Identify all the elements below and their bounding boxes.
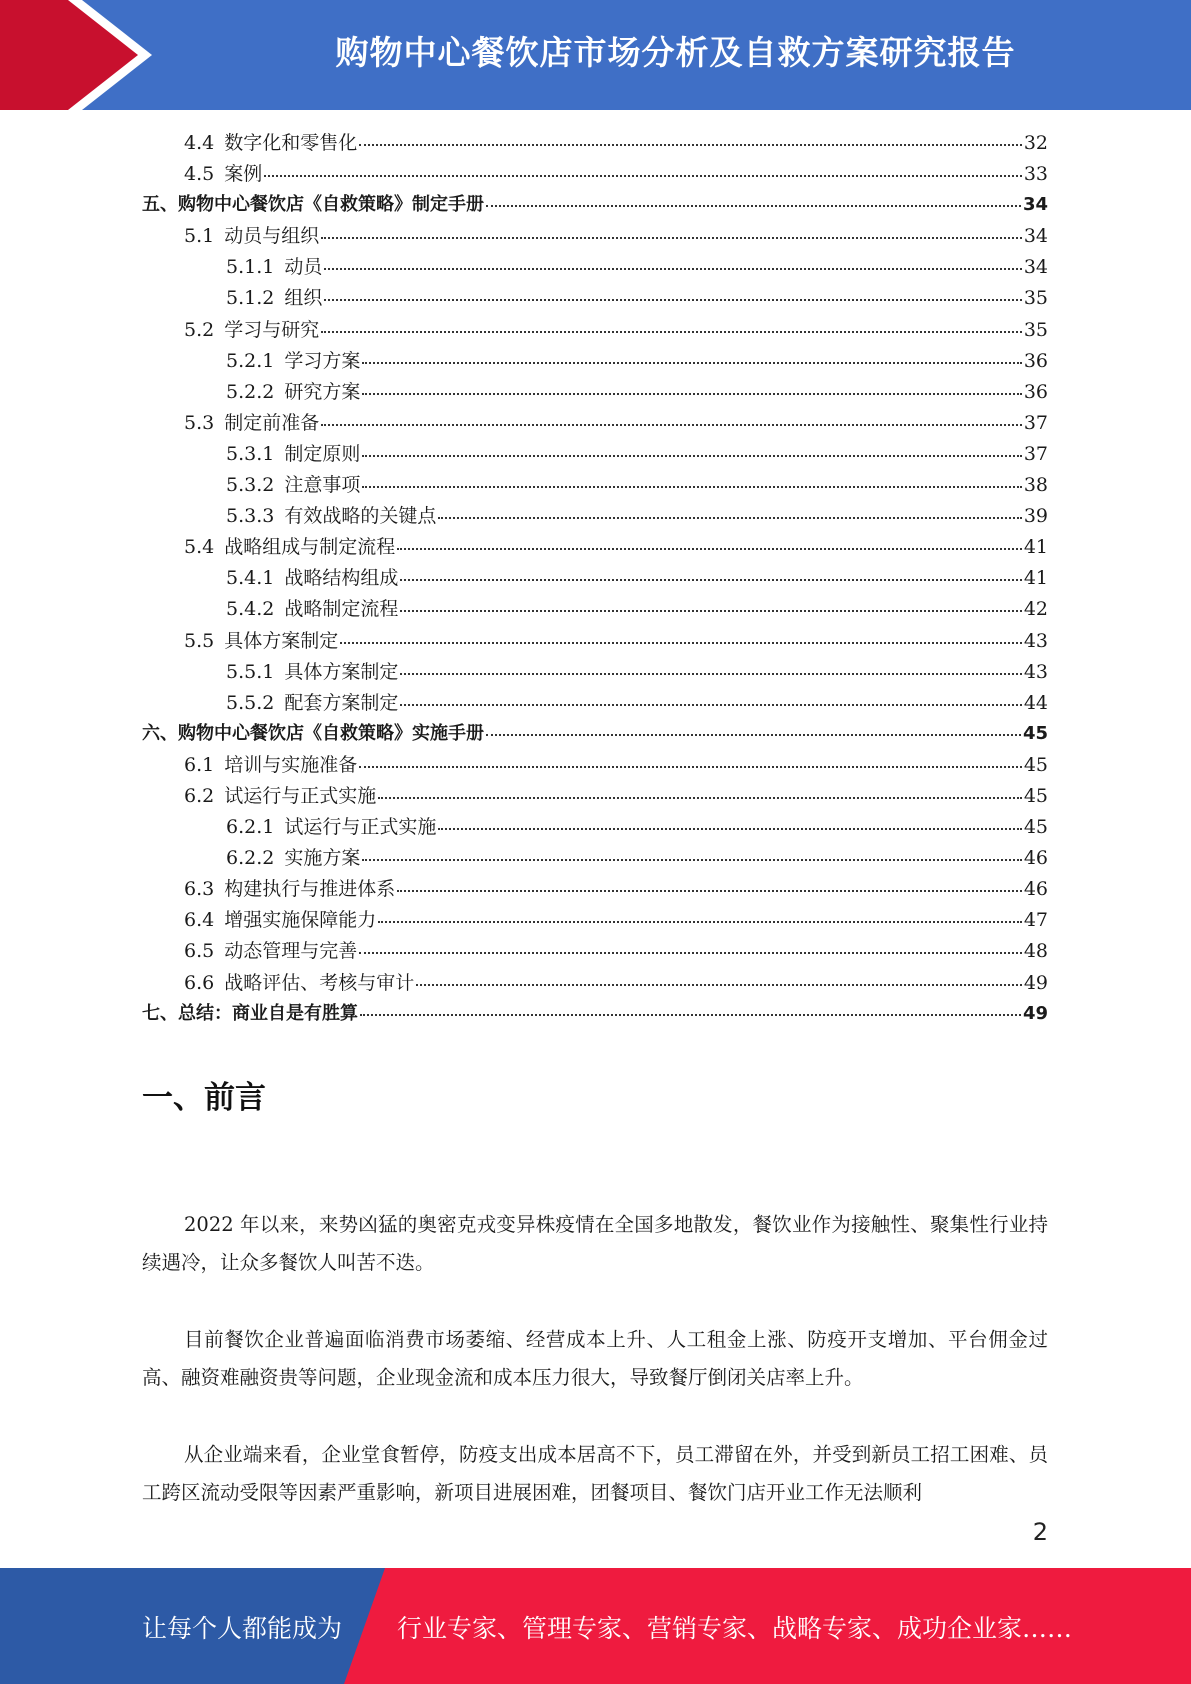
- footer-slogan-right: 行业专家、管理专家、营销专家、战略专家、成功企业家……: [397, 1614, 1073, 1643]
- toc-entry-page: 43: [1023, 629, 1048, 652]
- toc-dot-leader: [438, 516, 1021, 519]
- toc-entry-page: 37: [1023, 411, 1048, 434]
- header-chevron-icon: [0, 0, 138, 110]
- toc-entry-number: 5.5: [184, 629, 215, 652]
- toc-entry-text: 学习方案: [284, 349, 361, 372]
- body-paragraph-2: 目前餐饮企业普遍面临消费市场萎缩、经营成本上升、人工租金上涨、防疫开支增加、平台佣金过高、融资难融资贵等问题，企业现金流和成本压力很大，导致餐厅倒闭关店率上升。: [142, 1328, 1048, 1389]
- toc-entry-number: 5.4.2: [226, 598, 275, 621]
- toc-entry-page: 45: [1023, 816, 1048, 839]
- toc-entry-label: [226, 563, 398, 590]
- toc-entry-label: [184, 159, 262, 186]
- toc-entry[interactable]: [142, 905, 1048, 936]
- toc-entry-text: 学习与研究: [224, 318, 320, 341]
- toc-entry-label: [226, 377, 360, 404]
- toc-entry-text: 七、总结：商业自是有胜算: [142, 1002, 358, 1024]
- toc-entry-text: 战略组成与制定流程: [224, 536, 396, 559]
- toc-entry-text: 五、购物中心餐饮店《自救策略》制定手册: [142, 194, 484, 216]
- toc-dot-leader: [486, 204, 1021, 207]
- toc-dot-leader: [397, 889, 1022, 892]
- toc-entry[interactable]: [142, 688, 1048, 719]
- toc-entry[interactable]: [142, 936, 1048, 967]
- toc-entry-page: 39: [1023, 505, 1048, 528]
- toc-entry-page: 38: [1023, 474, 1048, 497]
- toc-entry-text: 战略评估、考核与审计: [224, 971, 415, 994]
- toc-entry-label: [184, 936, 357, 963]
- toc-entry-text: 战略结构组成: [284, 567, 399, 590]
- toc-entry-text: 试运行与正式实施: [224, 784, 377, 807]
- toc-entry-number: 6.6: [184, 971, 215, 994]
- toc-dot-leader: [360, 1013, 1021, 1016]
- toc-entry-page: 33: [1023, 163, 1048, 186]
- toc-entry-label: [142, 719, 484, 745]
- toc-entry-page: 41: [1023, 567, 1048, 590]
- toc-entry-page: 36: [1023, 349, 1048, 372]
- toc-entry-page: 45: [1023, 784, 1048, 807]
- toc-entry-number: 5.4.1: [226, 567, 275, 590]
- toc-entry[interactable]: [142, 190, 1048, 221]
- toc-dot-leader: [321, 236, 1022, 239]
- toc-entry-number: 5.3: [184, 411, 215, 434]
- toc-entry-page: 49: [1022, 1002, 1048, 1024]
- toc-entry-text: 案例: [224, 163, 263, 186]
- toc-entry-page: 48: [1023, 940, 1048, 963]
- toc-entry-page: 34: [1022, 194, 1048, 216]
- toc-entry-number: 6.1: [184, 753, 215, 776]
- toc-entry[interactable]: [142, 128, 1048, 159]
- toc-entry-label: [184, 408, 319, 435]
- toc-entry-page: 36: [1023, 380, 1048, 403]
- toc-entry-page: 46: [1023, 878, 1048, 901]
- toc-entry-label: [226, 439, 360, 466]
- toc-dot-leader: [400, 672, 1021, 675]
- toc-entry[interactable]: [142, 501, 1048, 532]
- toc-entry-number: 5.5.2: [226, 691, 275, 714]
- toc-dot-leader: [362, 858, 1021, 861]
- toc-entry-label: [184, 750, 357, 777]
- toc-entry-text: 制定原则: [284, 442, 361, 465]
- toc-dot-leader: [438, 827, 1021, 830]
- toc-entry-label: [226, 470, 360, 497]
- toc-entry-label: [226, 501, 436, 528]
- toc-dot-leader: [416, 983, 1022, 986]
- toc-entry-number: 6.3: [184, 878, 215, 901]
- toc-entry-text: 组织: [284, 287, 323, 310]
- toc-dot-leader: [486, 733, 1021, 736]
- toc-entry-number: 5.3.1: [226, 442, 275, 465]
- toc-entry[interactable]: [142, 812, 1048, 843]
- toc-entry-page: 49: [1023, 971, 1048, 994]
- toc-entry-text: 动员与组织: [224, 225, 320, 248]
- toc-dot-leader: [359, 765, 1022, 768]
- toc-entry-text: 数字化和零售化: [224, 132, 358, 154]
- toc-entry-text: 试运行与正式实施: [284, 816, 437, 839]
- toc-entry-number: 5.3.3: [226, 505, 275, 528]
- toc-dot-leader: [378, 796, 1022, 799]
- toc-entry-number: 4.5: [184, 163, 215, 186]
- toc-entry-page: 47: [1023, 909, 1048, 932]
- table-of-contents: [142, 128, 1048, 1030]
- toc-entry-page: 43: [1023, 660, 1048, 683]
- toc-entry-text: 实施方案: [284, 847, 361, 870]
- toc-entry-label: [142, 190, 484, 216]
- toc-entry-page: 34: [1023, 256, 1048, 279]
- body-paragraph-3: 从企业端来看，企业堂食暂停，防疫支出成本居高不下，员工滞留在外，并受到新员工招工困难、员工跨区流动受限等因素严重影响，新项目进展困难，团餐项目、餐饮门店开业工作无法顺利: [142, 1443, 1048, 1504]
- toc-entry-number: 6.2.2: [226, 847, 275, 870]
- toc-dot-leader: [397, 547, 1022, 550]
- toc-entry-number: 5.4: [184, 536, 215, 559]
- toc-entry-label: [226, 657, 398, 684]
- toc-entry-label: [226, 346, 360, 373]
- toc-entry-label: [184, 532, 395, 559]
- toc-entry-page: 46: [1023, 847, 1048, 870]
- footer-slogan-left: 让每个人都能成为: [142, 1614, 343, 1643]
- toc-entry-label: [184, 128, 357, 155]
- toc-entry-number: 6.4: [184, 909, 215, 932]
- toc-entry-page: 35: [1023, 287, 1048, 310]
- toc-entry-text: 研究方案: [284, 380, 361, 403]
- toc-dot-leader: [362, 392, 1021, 395]
- toc-dot-leader: [400, 609, 1021, 612]
- toc-entry-number: 6.5: [184, 940, 215, 963]
- toc-entry[interactable]: [142, 439, 1048, 470]
- toc-entry-text: 增强实施保障能力: [224, 909, 377, 932]
- toc-entry-number: 4.4: [184, 132, 215, 154]
- toc-entry[interactable]: [142, 874, 1048, 905]
- toc-entry[interactable]: [142, 315, 1048, 346]
- toc-entry-page: 44: [1023, 691, 1048, 714]
- toc-entry-number: 5.2: [184, 318, 215, 341]
- toc-entry-label: [226, 594, 398, 621]
- toc-entry-page: 34: [1023, 225, 1048, 248]
- toc-entry[interactable]: [142, 408, 1048, 439]
- footer-banner: [0, 1568, 1191, 1684]
- toc-entry[interactable]: [142, 159, 1048, 190]
- toc-entry-label: [184, 626, 338, 653]
- toc-entry[interactable]: [142, 968, 1048, 999]
- toc-dot-leader: [362, 485, 1021, 488]
- toc-entry-label: [142, 999, 358, 1025]
- toc-entry-text: 动态管理与完善: [224, 940, 358, 963]
- toc-entry-page: 45: [1022, 722, 1048, 744]
- toc-dot-leader: [340, 641, 1022, 644]
- toc-entry-text: 六、购物中心餐饮店《自救策略》实施手册: [142, 722, 484, 744]
- toc-entry-page: 35: [1023, 318, 1048, 341]
- toc-entry-number: 5.3.2: [226, 474, 275, 497]
- toc-dot-leader: [359, 951, 1022, 954]
- toc-dot-leader: [362, 361, 1021, 364]
- toc-dot-leader: [362, 454, 1021, 457]
- toc-entry[interactable]: [142, 283, 1048, 314]
- toc-entry[interactable]: [142, 594, 1048, 625]
- toc-entry-number: 5.1: [184, 225, 215, 248]
- toc-dot-leader: [324, 298, 1021, 301]
- toc-entry[interactable]: [142, 252, 1048, 283]
- toc-entry-text: 制定前准备: [224, 411, 320, 434]
- toc-dot-leader: [264, 174, 1022, 177]
- toc-entry-text: 战略制定流程: [284, 598, 399, 621]
- toc-entry-page: 32: [1023, 132, 1048, 154]
- toc-entry-number: 6.2.1: [226, 816, 275, 839]
- toc-entry-text: 有效战略的关键点: [284, 505, 437, 528]
- toc-entry[interactable]: [142, 346, 1048, 377]
- toc-dot-leader: [321, 330, 1022, 333]
- toc-entry[interactable]: [142, 750, 1048, 781]
- toc-entry-label: [184, 968, 414, 995]
- toc-entry-text: 动员: [284, 256, 323, 279]
- toc-entry[interactable]: [142, 470, 1048, 501]
- toc-entry-label: [184, 781, 376, 808]
- toc-entry-page: 41: [1023, 536, 1048, 559]
- toc-dot-leader: [359, 143, 1022, 146]
- toc-dot-leader: [400, 578, 1021, 581]
- page-number: 2: [1032, 1518, 1048, 1546]
- toc-entry[interactable]: [142, 377, 1048, 408]
- toc-entry-text: 配套方案制定: [284, 691, 399, 714]
- toc-dot-leader: [378, 920, 1022, 923]
- toc-entry[interactable]: [142, 657, 1048, 688]
- toc-dot-leader: [400, 703, 1021, 706]
- toc-entry-number: 5.2.2: [226, 380, 275, 403]
- toc-entry[interactable]: [142, 563, 1048, 594]
- toc-entry-label: [184, 221, 319, 248]
- toc-entry-number: 6.2: [184, 784, 215, 807]
- header-banner: [0, 0, 1191, 110]
- toc-entry[interactable]: [142, 719, 1048, 750]
- toc-entry-number: 5.2.1: [226, 349, 275, 372]
- toc-entry-number: 5.1.1: [226, 256, 275, 279]
- toc-entry[interactable]: [142, 532, 1048, 563]
- toc-entry-text: 构建执行与推进体系: [224, 878, 396, 901]
- toc-entry-label: [226, 812, 436, 839]
- toc-dot-leader: [321, 423, 1022, 426]
- document-title: 购物中心餐饮店市场分析及自救方案研究报告: [335, 33, 1016, 72]
- toc-entry-text: 具体方案制定: [284, 660, 399, 683]
- toc-entry-page: 42: [1023, 598, 1048, 621]
- toc-entry-number: 5.1.2: [226, 287, 275, 310]
- toc-entry[interactable]: [142, 999, 1048, 1030]
- toc-entry[interactable]: [142, 781, 1048, 812]
- toc-entry[interactable]: [142, 843, 1048, 874]
- toc-dot-leader: [324, 267, 1021, 270]
- toc-entry-page: 45: [1023, 753, 1048, 776]
- toc-entry-text: 具体方案制定: [224, 629, 339, 652]
- toc-entry-label: [226, 283, 322, 310]
- body-paragraph-1: 2022 年以来，来势凶猛的奥密克戎变异株疫情在全国多地散发，餐饮业作为接触性、聚集性行业持续遇冷，让众多餐饮人叫苦不迭。: [142, 1213, 1048, 1274]
- toc-entry-page: 37: [1023, 442, 1048, 465]
- toc-entry-label: [184, 315, 319, 342]
- section-heading: 一、前言: [142, 1080, 266, 1116]
- toc-entry-label: [226, 252, 322, 279]
- toc-entry-text: 注意事项: [284, 474, 361, 497]
- toc-entry-text: 培训与实施准备: [224, 753, 358, 776]
- toc-entry-label: [226, 688, 398, 715]
- toc-entry-number: 5.5.1: [226, 660, 275, 683]
- toc-entry-label: [184, 874, 395, 901]
- toc-entry[interactable]: [142, 626, 1048, 657]
- toc-entry-label: [226, 843, 360, 870]
- toc-entry-label: [184, 905, 376, 932]
- toc-entry[interactable]: [142, 221, 1048, 252]
